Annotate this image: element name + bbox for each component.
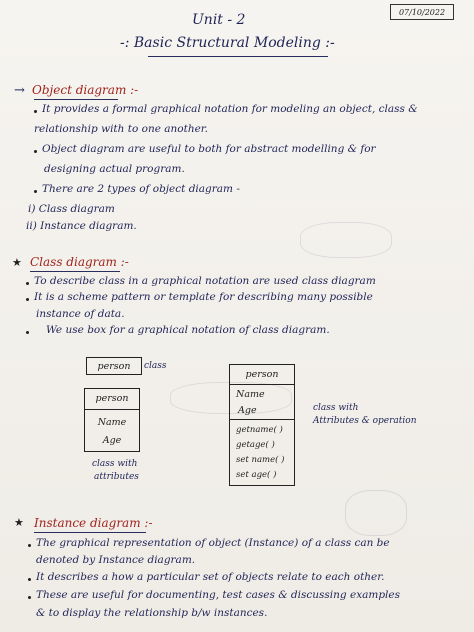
figure-caption: class with <box>313 403 359 413</box>
text-line: denoted by Instance diagram. <box>36 554 196 566</box>
text-line: relationship with to one another. <box>34 123 209 135</box>
divider <box>85 409 139 410</box>
text-line: instance of data. <box>36 308 125 320</box>
bullet <box>26 331 29 334</box>
bullet <box>34 190 37 193</box>
text-line: It is a scheme pattern or template for describing many possible <box>34 291 373 303</box>
bullet <box>28 578 31 581</box>
unit-title: Unit - 2 <box>192 12 246 28</box>
operation: set age( ) <box>236 470 277 480</box>
divider <box>230 419 294 420</box>
heading-underline <box>34 532 146 533</box>
text-line: To describe class in a graphical notation are used class diagram <box>34 275 376 287</box>
bullet <box>28 596 31 599</box>
class-box-with-attributes <box>84 388 140 452</box>
figure-caption: Attributes & operation <box>313 416 417 426</box>
text-line: & to display the relationship b/w instances. <box>36 607 268 619</box>
text-line: It provides a formal graphical notation for modeling an object, class & <box>42 103 418 115</box>
class-name: person <box>95 393 129 404</box>
bullet <box>28 544 31 547</box>
class-label: class <box>144 361 167 371</box>
class-diagram-heading: Class diagram :- <box>30 255 129 269</box>
text-line: It describes a how a particular set of objects relate to each other. <box>36 571 385 583</box>
text-line: The graphical representation of object (Instance) of a class can be <box>36 537 390 549</box>
figure-caption: class with <box>92 459 138 469</box>
bullet <box>26 282 29 285</box>
figure-caption: attributes <box>94 472 139 482</box>
attribute: Age <box>102 435 122 446</box>
star-marker: ★ <box>12 256 22 269</box>
bullet <box>26 298 29 301</box>
topic-title: -: Basic Structural Modeling :- <box>120 35 335 51</box>
text-line: designing actual program. <box>44 163 185 175</box>
bleed-through-shape <box>345 490 407 536</box>
class-name: person <box>97 361 131 372</box>
object-diagram-heading: Object diagram :- <box>32 83 139 97</box>
operation: getname( ) <box>236 425 283 435</box>
class-box-with-operations <box>229 364 295 486</box>
bullet <box>34 110 37 113</box>
text-line: Object diagram are useful to both for abstract modelling & for <box>42 143 376 155</box>
heading-underline <box>34 99 118 100</box>
attribute: Name <box>236 389 265 400</box>
attribute: Name <box>97 417 127 428</box>
heading-underline <box>30 271 120 272</box>
class-box <box>86 357 142 375</box>
bleed-through-shape <box>300 222 392 258</box>
divider <box>230 384 294 385</box>
text-line: i) Class diagram <box>28 203 115 215</box>
section-arrow: → <box>14 83 25 98</box>
text-line: We use box for a graphical notation of class diagram. <box>46 324 330 336</box>
attribute: Age <box>238 405 257 416</box>
instance-diagram-heading: Instance diagram :- <box>34 516 153 530</box>
text-line: These are useful for documenting, test cases & discussing examples <box>36 589 401 601</box>
topic-title-underline <box>148 56 328 57</box>
operation: set name( ) <box>236 455 285 465</box>
date-box: 07/10/2022 <box>390 4 454 20</box>
bullet <box>34 150 37 153</box>
class-name: person <box>245 369 279 380</box>
star-marker: ★ <box>14 516 24 529</box>
text-line: There are 2 types of object diagram - <box>42 183 240 195</box>
operation: getage( ) <box>236 440 275 450</box>
text-line: ii) Instance diagram. <box>26 220 137 232</box>
